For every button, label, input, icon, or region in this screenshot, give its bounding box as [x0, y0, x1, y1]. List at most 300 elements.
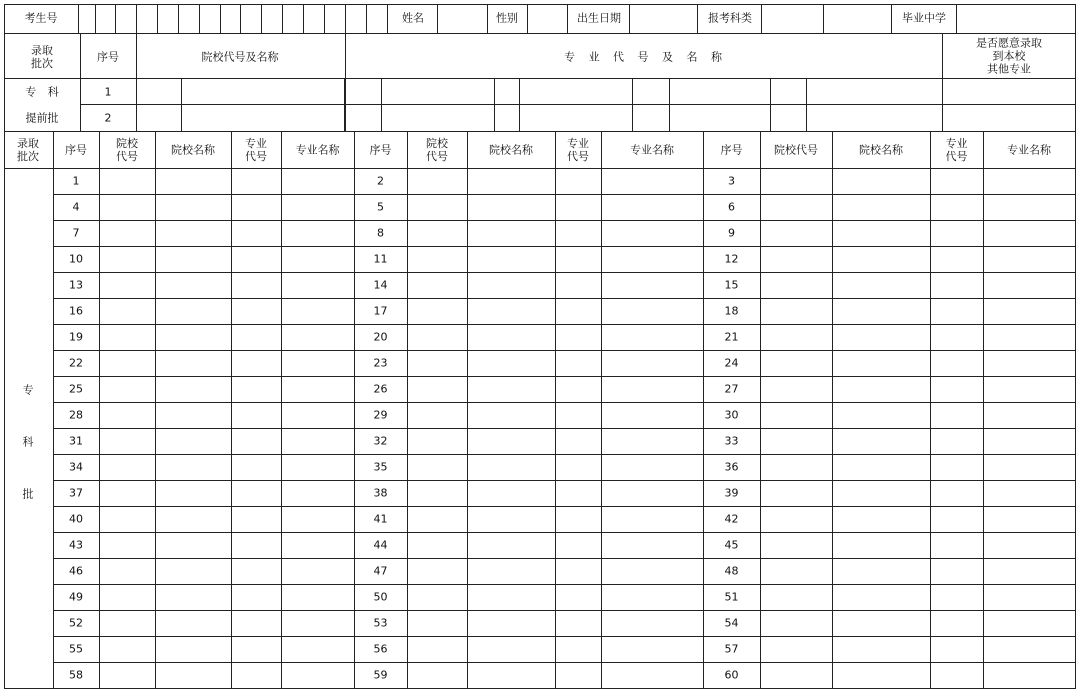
fill-cell-major-name[interactable]	[984, 273, 1075, 298]
fill-cell-major-name[interactable]	[602, 455, 703, 480]
fill-cell-school-name[interactable]	[833, 403, 930, 428]
early-row-label-2: 提前批	[25, 111, 59, 125]
fill-cell-school-name[interactable]	[833, 169, 930, 194]
fill-cell-school-name[interactable]	[468, 663, 555, 688]
row-seq-number: 46	[69, 564, 83, 578]
fill-cell-school-code[interactable]	[761, 559, 832, 584]
name-label: 姓名	[402, 11, 424, 25]
fill-cell-school-name[interactable]	[833, 429, 930, 454]
column-header-school-code-3: 院校代号	[774, 143, 818, 157]
fill-cell-school-name[interactable]	[833, 351, 930, 376]
row-seq-number: 53	[373, 616, 388, 630]
fill-cell-major-name[interactable]	[282, 585, 354, 610]
fill-cell-school-name[interactable]	[156, 273, 231, 298]
fill-cell-school-name[interactable]	[468, 325, 555, 350]
fill-cell-major-code[interactable]	[232, 195, 281, 220]
fill-cell-major-code[interactable]	[232, 481, 281, 506]
fill-cell-major-name[interactable]	[984, 377, 1075, 402]
fill-cell-major-name[interactable]	[282, 611, 354, 636]
fill-cell-school-code[interactable]	[100, 351, 155, 376]
rule-line	[4, 131, 1076, 132]
fill-cell-major-name[interactable]	[282, 351, 354, 376]
fill-cell-school-code[interactable]	[100, 533, 155, 558]
fill-cell-major-code[interactable]	[931, 455, 983, 480]
fill-cell-school-code[interactable]	[761, 325, 832, 350]
fill-cell-major-name[interactable]	[984, 481, 1075, 506]
fill-cell-school-name[interactable]	[833, 611, 930, 636]
fill-cell-major-code[interactable]	[931, 325, 983, 350]
rule-line	[181, 78, 182, 131]
row-seq-number: 47	[373, 564, 388, 578]
fill-cell-school-code[interactable]	[761, 507, 832, 532]
fill-cell-major-name[interactable]	[602, 663, 703, 688]
fill-cell-major-code[interactable]	[556, 663, 601, 688]
fill-cell-major-name[interactable]	[602, 429, 703, 454]
fill-cell-school-code[interactable]	[408, 663, 467, 688]
early-batch-label: 录取 批次	[31, 44, 53, 70]
fill-cell-school-code[interactable]	[761, 429, 832, 454]
fill-cell-school-name[interactable]	[468, 403, 555, 428]
fill-cell-major-code[interactable]	[556, 637, 601, 662]
fill-cell-major-code[interactable]	[232, 507, 281, 532]
rule-line	[387, 4, 388, 33]
fill-cell-school-code[interactable]	[100, 221, 155, 246]
column-header-school-name-3: 院校名称	[859, 143, 903, 157]
fill-cell-major-name[interactable]	[984, 429, 1075, 454]
fill-cell-major-code[interactable]	[232, 429, 281, 454]
fill-cell-major-name[interactable]	[282, 221, 354, 246]
fill-cell-major-code[interactable]	[931, 377, 983, 402]
row-seq-number: 57	[724, 642, 739, 656]
fill-cell-major-code[interactable]	[931, 585, 983, 610]
fill-cell-major-name[interactable]	[602, 585, 703, 610]
fill-cell-major-code[interactable]	[232, 403, 281, 428]
fill-cell-major-name[interactable]	[984, 455, 1075, 480]
fill-cell-major-code[interactable]	[931, 637, 983, 662]
fill-cell-major-code[interactable]	[556, 429, 601, 454]
fill-cell-school-name[interactable]	[156, 663, 231, 688]
fill-cell-school-name[interactable]	[468, 221, 555, 246]
fill-cell-school-name[interactable]	[833, 299, 930, 324]
fill-cell-school-code[interactable]	[761, 663, 832, 688]
fill-cell-major-name[interactable]	[984, 169, 1075, 194]
fill-cell-major-code[interactable]	[931, 299, 983, 324]
fill-cell-school-code[interactable]	[408, 273, 467, 298]
fill-cell-major-code[interactable]	[556, 247, 601, 272]
fill-cell-major-code[interactable]	[232, 533, 281, 558]
fill-cell-major-name[interactable]	[602, 273, 703, 298]
column-header-seq-2: 序号	[369, 143, 392, 157]
fill-cell-school-name[interactable]	[833, 455, 930, 480]
fill-cell-major-name[interactable]	[282, 325, 354, 350]
fill-cell-school-name[interactable]	[468, 247, 555, 272]
fill-cell-major-code[interactable]	[556, 507, 601, 532]
row-seq-number: 19	[69, 330, 83, 344]
fill-cell-school-code[interactable]	[100, 507, 155, 532]
fill-cell-school-name[interactable]	[833, 533, 930, 558]
fill-cell-school-name[interactable]	[156, 637, 231, 662]
fill-cell-major-code[interactable]	[556, 559, 601, 584]
rule-line	[354, 131, 355, 688]
fill-cell-major-name[interactable]	[282, 507, 354, 532]
fill-cell-major-code[interactable]	[232, 247, 281, 272]
fill-cell-school-name[interactable]	[156, 403, 231, 428]
fill-cell-school-code[interactable]	[408, 299, 467, 324]
fill-cell-major-code[interactable]	[232, 611, 281, 636]
fill-cell-school-code[interactable]	[761, 273, 832, 298]
rule-line	[345, 33, 346, 131]
fill-cell-school-code[interactable]	[761, 221, 832, 246]
fill-cell-major-code[interactable]	[931, 195, 983, 220]
fill-cell-school-code[interactable]	[408, 195, 467, 220]
fill-cell-school-name[interactable]	[156, 481, 231, 506]
fill-cell-school-code[interactable]	[100, 585, 155, 610]
rule-line	[344, 78, 345, 131]
fill-cell-major-code[interactable]	[556, 403, 601, 428]
fill-cell-school-code[interactable]	[761, 169, 832, 194]
fill-cell-school-code[interactable]	[761, 455, 832, 480]
row-seq-number: 56	[373, 642, 388, 656]
fill-cell-major-code[interactable]	[556, 533, 601, 558]
fill-cell-school-code[interactable]	[100, 637, 155, 662]
fill-cell-school-name[interactable]	[468, 533, 555, 558]
fill-cell-major-code[interactable]	[556, 273, 601, 298]
row-seq-number: 16	[69, 304, 83, 318]
fill-cell-major-code[interactable]	[931, 169, 983, 194]
fill-cell-major-code[interactable]	[556, 299, 601, 324]
fill-cell-school-code[interactable]	[408, 169, 467, 194]
fill-cell-major-code[interactable]	[556, 585, 601, 610]
fill-cell-major-code[interactable]	[931, 429, 983, 454]
row-seq-number: 22	[69, 356, 83, 370]
fill-cell-school-name[interactable]	[833, 559, 930, 584]
fill-cell-major-name[interactable]	[282, 481, 354, 506]
fill-cell-major-name[interactable]	[984, 195, 1075, 220]
fill-cell-school-code[interactable]	[761, 377, 832, 402]
row-seq-number: 49	[69, 590, 83, 604]
fill-cell-major-name[interactable]	[984, 221, 1075, 246]
row-seq-number: 39	[724, 486, 739, 500]
fill-cell-school-name[interactable]	[468, 377, 555, 402]
fill-cell-major-name[interactable]	[282, 377, 354, 402]
rule-line	[770, 78, 771, 131]
fill-cell-school-code[interactable]	[408, 429, 467, 454]
fill-cell-major-name[interactable]	[282, 533, 354, 558]
column-header-major-code-1: 专业 代号	[245, 137, 267, 163]
fill-cell-school-name[interactable]	[156, 611, 231, 636]
fill-cell-school-name[interactable]	[468, 507, 555, 532]
fill-cell-major-code[interactable]	[931, 351, 983, 376]
fill-cell-major-name[interactable]	[282, 169, 354, 194]
fill-cell-school-name[interactable]	[468, 637, 555, 662]
row-seq-number: 50	[373, 590, 388, 604]
fill-cell-major-name[interactable]	[282, 559, 354, 584]
fill-cell-school-code[interactable]	[761, 195, 832, 220]
fill-cell-major-code[interactable]	[232, 221, 281, 246]
fill-cell-major-name[interactable]	[602, 325, 703, 350]
fill-cell-major-name[interactable]	[282, 273, 354, 298]
fill-cell-school-name[interactable]	[468, 455, 555, 480]
fill-cell-school-code[interactable]	[761, 585, 832, 610]
fill-cell-major-code[interactable]	[931, 507, 983, 532]
fill-cell-major-name[interactable]	[602, 247, 703, 272]
fill-cell-school-name[interactable]	[833, 507, 930, 532]
fill-cell-school-name[interactable]	[468, 429, 555, 454]
fill-cell-school-code[interactable]	[408, 247, 467, 272]
fill-cell-school-name[interactable]	[833, 481, 930, 506]
fill-cell-major-name[interactable]	[602, 481, 703, 506]
fill-cell-major-name[interactable]	[602, 507, 703, 532]
fill-cell-major-name[interactable]	[282, 299, 354, 324]
fill-cell-school-code[interactable]	[761, 481, 832, 506]
fill-cell-school-name[interactable]	[156, 351, 231, 376]
column-header-major-code-2: 专业 代号	[567, 137, 589, 163]
fill-cell-school-name[interactable]	[833, 585, 930, 610]
fill-cell-school-name[interactable]	[156, 585, 231, 610]
fill-cell-major-name[interactable]	[984, 585, 1075, 610]
fill-cell-school-name[interactable]	[156, 247, 231, 272]
fill-cell-school-code[interactable]	[100, 273, 155, 298]
fill-cell-major-name[interactable]	[282, 663, 354, 688]
fill-cell-major-code[interactable]	[931, 663, 983, 688]
fill-cell-major-code[interactable]	[232, 273, 281, 298]
column-header-seq-1: 序号	[65, 143, 87, 157]
fill-cell-major-code[interactable]	[232, 585, 281, 610]
fill-cell-school-name[interactable]	[468, 481, 555, 506]
fill-cell-school-code[interactable]	[408, 455, 467, 480]
fill-cell-major-code[interactable]	[232, 559, 281, 584]
early-row-label-1: 专 科	[25, 85, 59, 99]
fill-cell-major-name[interactable]	[984, 611, 1075, 636]
fill-cell-major-code[interactable]	[232, 325, 281, 350]
row-seq-number: 40	[69, 512, 83, 526]
fill-cell-school-code[interactable]	[408, 351, 467, 376]
fill-cell-school-code[interactable]	[100, 429, 155, 454]
rule-line	[669, 78, 670, 131]
fill-cell-school-code[interactable]	[761, 533, 832, 558]
fill-cell-school-name[interactable]	[156, 429, 231, 454]
fill-cell-school-code[interactable]	[408, 585, 467, 610]
fill-cell-school-code[interactable]	[408, 325, 467, 350]
fill-cell-school-name[interactable]	[833, 637, 930, 662]
rule-line	[487, 4, 488, 33]
row-seq-number: 33	[724, 434, 739, 448]
fill-cell-major-name[interactable]	[602, 637, 703, 662]
row-seq-number: 30	[724, 408, 739, 422]
fill-cell-major-name[interactable]	[282, 429, 354, 454]
fill-cell-major-name[interactable]	[602, 351, 703, 376]
fill-cell-school-code[interactable]	[761, 611, 832, 636]
fill-cell-school-name[interactable]	[833, 195, 930, 220]
fill-cell-major-name[interactable]	[602, 559, 703, 584]
fill-cell-school-code[interactable]	[100, 325, 155, 350]
main-side-char-2: 科	[22, 435, 34, 449]
fill-cell-major-code[interactable]	[931, 221, 983, 246]
fill-cell-major-name[interactable]	[602, 195, 703, 220]
fill-cell-school-code[interactable]	[761, 247, 832, 272]
fill-cell-major-code[interactable]	[931, 273, 983, 298]
fill-cell-major-name[interactable]	[984, 351, 1075, 376]
fill-cell-major-code[interactable]	[556, 351, 601, 376]
fill-cell-school-name[interactable]	[833, 273, 930, 298]
fill-cell-major-code[interactable]	[556, 325, 601, 350]
row-seq-number: 7	[72, 226, 80, 240]
fill-cell-school-name[interactable]	[833, 221, 930, 246]
fill-cell-major-code[interactable]	[232, 299, 281, 324]
fill-cell-major-code[interactable]	[556, 481, 601, 506]
fill-cell-school-code[interactable]	[100, 299, 155, 324]
row-seq-number: 3	[728, 174, 735, 188]
fill-cell-major-name[interactable]	[984, 637, 1075, 662]
fill-cell-major-code[interactable]	[931, 481, 983, 506]
rule-line	[519, 78, 520, 131]
fill-cell-school-name[interactable]	[156, 325, 231, 350]
fill-cell-school-code[interactable]	[100, 403, 155, 428]
fill-cell-major-name[interactable]	[282, 455, 354, 480]
fill-cell-school-code[interactable]	[408, 637, 467, 662]
fill-cell-school-name[interactable]	[468, 169, 555, 194]
fill-cell-school-code[interactable]	[761, 637, 832, 662]
row-seq-number: 1	[72, 174, 80, 188]
row-seq-number: 10	[69, 252, 83, 266]
fill-cell-school-code[interactable]	[408, 507, 467, 532]
rule-line	[494, 78, 495, 131]
fill-cell-school-name[interactable]	[468, 585, 555, 610]
fill-cell-major-code[interactable]	[931, 559, 983, 584]
birth-date-field[interactable]	[629, 4, 697, 32]
subject-category-field[interactable]	[761, 4, 891, 32]
fill-cell-school-name[interactable]	[468, 559, 555, 584]
fill-cell-major-name[interactable]	[282, 403, 354, 428]
row-seq-number: 24	[724, 356, 739, 370]
fill-cell-major-code[interactable]	[556, 377, 601, 402]
fill-cell-school-code[interactable]	[408, 221, 467, 246]
fill-cell-school-name[interactable]	[156, 299, 231, 324]
fill-cell-major-name[interactable]	[984, 299, 1075, 324]
fill-cell-major-code[interactable]	[556, 221, 601, 246]
name-field[interactable]	[437, 4, 487, 32]
row-seq-number: 13	[69, 278, 83, 292]
fill-cell-school-code[interactable]	[408, 611, 467, 636]
fill-cell-school-code[interactable]	[100, 559, 155, 584]
fill-cell-major-code[interactable]	[232, 663, 281, 688]
fill-cell-major-code[interactable]	[232, 637, 281, 662]
rule-line	[806, 78, 807, 131]
row-seq-number: 11	[373, 252, 388, 266]
fill-cell-school-name[interactable]	[156, 169, 231, 194]
fill-cell-major-code[interactable]	[232, 455, 281, 480]
fill-cell-major-name[interactable]	[984, 325, 1075, 350]
fill-cell-school-name[interactable]	[468, 299, 555, 324]
fill-cell-school-code[interactable]	[761, 351, 832, 376]
fill-cell-major-name[interactable]	[984, 507, 1075, 532]
fill-cell-school-code[interactable]	[100, 481, 155, 506]
fill-cell-school-code[interactable]	[100, 247, 155, 272]
exam-no-field[interactable]	[79, 4, 387, 32]
column-header-major-name-1: 专业名称	[295, 143, 340, 157]
fill-cell-major-code[interactable]	[232, 351, 281, 376]
fill-cell-major-code[interactable]	[556, 169, 601, 194]
fill-cell-school-name[interactable]	[468, 273, 555, 298]
fill-cell-major-name[interactable]	[602, 533, 703, 558]
fill-cell-major-name[interactable]	[282, 195, 354, 220]
fill-cell-school-name[interactable]	[156, 221, 231, 246]
fill-cell-major-code[interactable]	[556, 611, 601, 636]
fill-cell-school-code[interactable]	[761, 299, 832, 324]
fill-cell-school-code[interactable]	[761, 403, 832, 428]
fill-cell-school-name[interactable]	[468, 611, 555, 636]
fill-cell-major-name[interactable]	[984, 403, 1075, 428]
fill-cell-school-code[interactable]	[100, 663, 155, 688]
row-seq-number: 58	[69, 668, 83, 682]
fill-cell-school-code[interactable]	[408, 533, 467, 558]
fill-cell-major-code[interactable]	[232, 377, 281, 402]
fill-cell-school-code[interactable]	[100, 377, 155, 402]
fill-cell-school-name[interactable]	[156, 559, 231, 584]
row-seq-number: 12	[724, 252, 739, 266]
fill-cell-school-name[interactable]	[833, 377, 930, 402]
fill-cell-major-name[interactable]	[602, 377, 703, 402]
fill-cell-major-name[interactable]	[602, 611, 703, 636]
fill-cell-major-code[interactable]	[931, 533, 983, 558]
fill-cell-school-code[interactable]	[100, 611, 155, 636]
fill-cell-major-code[interactable]	[931, 611, 983, 636]
rule-line	[942, 33, 943, 131]
fill-cell-school-code[interactable]	[408, 403, 467, 428]
fill-cell-major-name[interactable]	[602, 403, 703, 428]
fill-cell-major-code[interactable]	[232, 169, 281, 194]
fill-cell-school-name[interactable]	[468, 195, 555, 220]
row-seq-number: 60	[724, 668, 739, 682]
fill-cell-major-name[interactable]	[984, 663, 1075, 688]
fill-cell-school-code[interactable]	[408, 481, 467, 506]
fill-cell-school-name[interactable]	[833, 325, 930, 350]
fill-cell-major-code[interactable]	[931, 403, 983, 428]
fill-cell-major-name[interactable]	[282, 247, 354, 272]
rule-line	[703, 131, 704, 688]
gender-field[interactable]	[527, 4, 567, 32]
graduation-school-field[interactable]	[956, 4, 1074, 32]
fill-cell-major-name[interactable]	[984, 533, 1075, 558]
fill-cell-school-name[interactable]	[156, 195, 231, 220]
fill-cell-major-name[interactable]	[984, 559, 1075, 584]
fill-cell-major-code[interactable]	[556, 195, 601, 220]
fill-cell-major-name[interactable]	[602, 169, 703, 194]
fill-cell-school-name[interactable]	[833, 663, 930, 688]
fill-cell-school-code[interactable]	[100, 455, 155, 480]
fill-cell-school-name[interactable]	[468, 351, 555, 376]
fill-cell-school-name[interactable]	[156, 533, 231, 558]
fill-cell-major-name[interactable]	[602, 221, 703, 246]
fill-cell-major-name[interactable]	[282, 637, 354, 662]
rule-line	[4, 131, 5, 688]
fill-cell-school-name[interactable]	[833, 247, 930, 272]
fill-cell-school-code[interactable]	[408, 377, 467, 402]
fill-cell-major-code[interactable]	[931, 247, 983, 272]
fill-cell-school-code[interactable]	[100, 195, 155, 220]
row-seq-number: 20	[373, 330, 388, 344]
fill-cell-major-name[interactable]	[602, 299, 703, 324]
column-header-seq-3: 序号	[720, 143, 743, 157]
fill-cell-school-name[interactable]	[156, 455, 231, 480]
fill-cell-school-name[interactable]	[156, 507, 231, 532]
fill-cell-school-code[interactable]	[408, 559, 467, 584]
fill-cell-school-code[interactable]	[100, 169, 155, 194]
fill-cell-major-code[interactable]	[556, 455, 601, 480]
row-seq-number: 38	[373, 486, 388, 500]
fill-cell-school-name[interactable]	[156, 377, 231, 402]
fill-cell-major-name[interactable]	[984, 247, 1075, 272]
